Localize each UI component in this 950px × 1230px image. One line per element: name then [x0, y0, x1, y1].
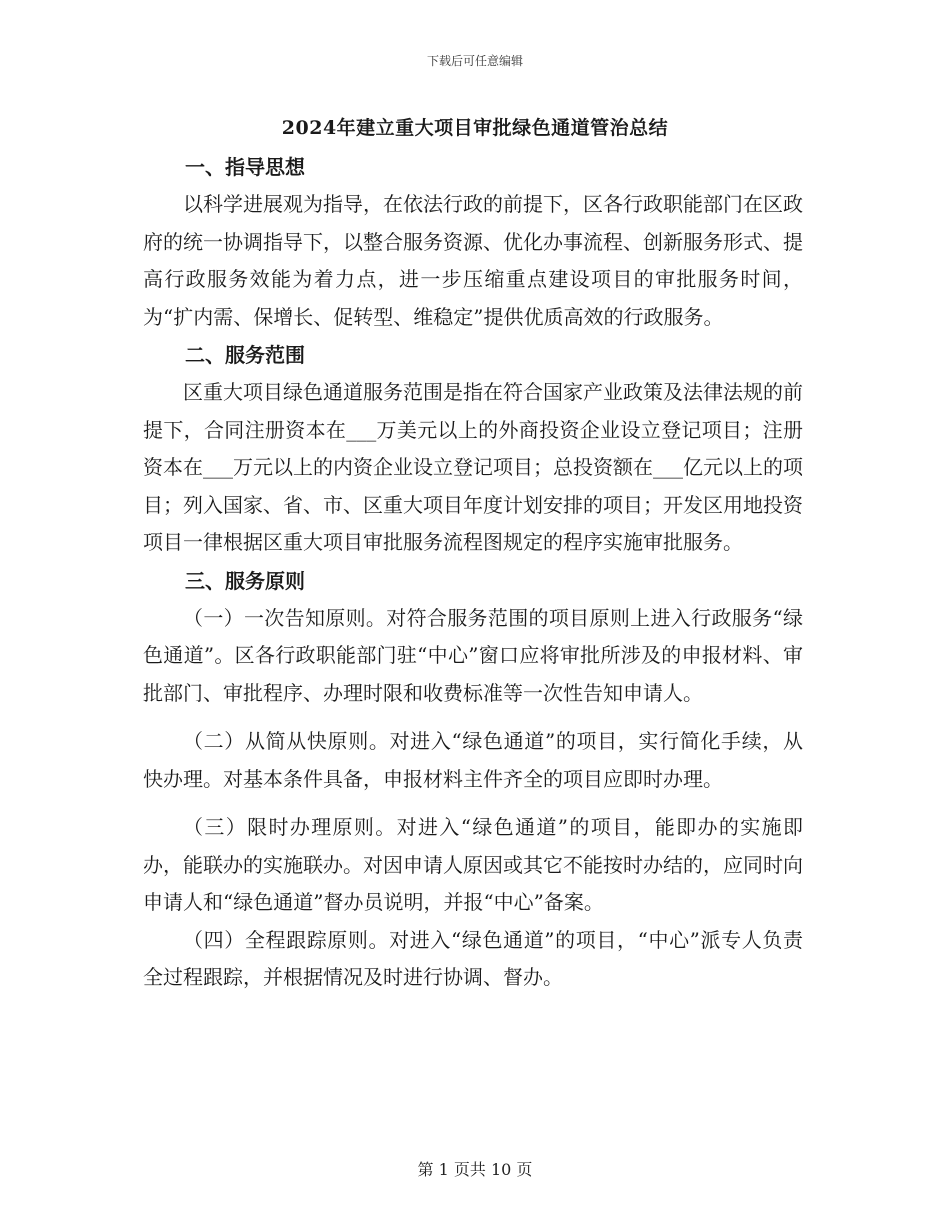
paragraph-service-scope: 区重大项目绿色通道服务范围是指在符合国家产业政策及法律法规的前提下，合同注册资本在___万美元以上的外商投资企业设立登记项目；注册资本在___万元以上的内资企业设立登记项目；总投资额在___亿元以上的项目；列入国家、省、市、区重大项目年度计划安排的项目；开发区用地投资项目一律根据区重大项目审批服务流程图规定的程序实施审批服务。: [143, 380, 803, 554]
page-number: 第 1 页共 10 页: [417, 1160, 533, 1179]
document-body: [143, 150, 803, 997]
paragraph-guiding-ideology: 以科学进展观为指导，在依法行政的前提下，区各行政职能部门在区政府的统一协调指导下，以整合服务资源、优化办事流程、创新服务形式、提高行政服务效能为着力点，进一步压缩重点建设项目的审批服务时间，为“扩内需、保增长、促转型、维稳定”提供优质高效的行政服务。: [143, 192, 803, 329]
section-heading-guiding-ideology: 一、指导思想: [185, 155, 305, 179]
paragraph-principle-time-limit: （三）限时办理原则。对进入“绿色通道”的项目，能即办的实施即办，能联办的实施联办。对因申请人原因或其它不能按时办结的，应同时向申请人和“绿色通道”督办员说明，并报“中心”备案。: [143, 815, 803, 914]
page-header-note: 下载后可任意编辑: [426, 54, 523, 68]
section-heading-service-scope: 二、服务范围: [185, 343, 305, 367]
document-title: 2024年建立重大项目审批绿色通道管治总结: [281, 117, 669, 139]
paragraph-principle-one-time-notice: （一）一次告知原则。对符合服务范围的项目原则上进入行政服务“绿色通道”。区各行政职能部门驻“中心”窗口应将审批所涉及的申报材料、审批部门、审批程序、办理时限和收费标准等一次性告知申请人。: [143, 605, 803, 705]
section-heading-service-principles: 三、服务原则: [185, 568, 305, 593]
paragraph-principle-full-tracking: （四）全程跟踪原则。对进入“绿色通道”的项目，“中心”派专人负责全过程跟踪，并根据情况及时进行协调、督办。: [143, 927, 803, 989]
paragraph-principle-simple-fast: （二）从简从快原则。对进入“绿色通道”的项目，实行简化手续，从快办理。对基本条件具备，申报材料主件齐全的项目应即时办理。: [143, 729, 803, 791]
